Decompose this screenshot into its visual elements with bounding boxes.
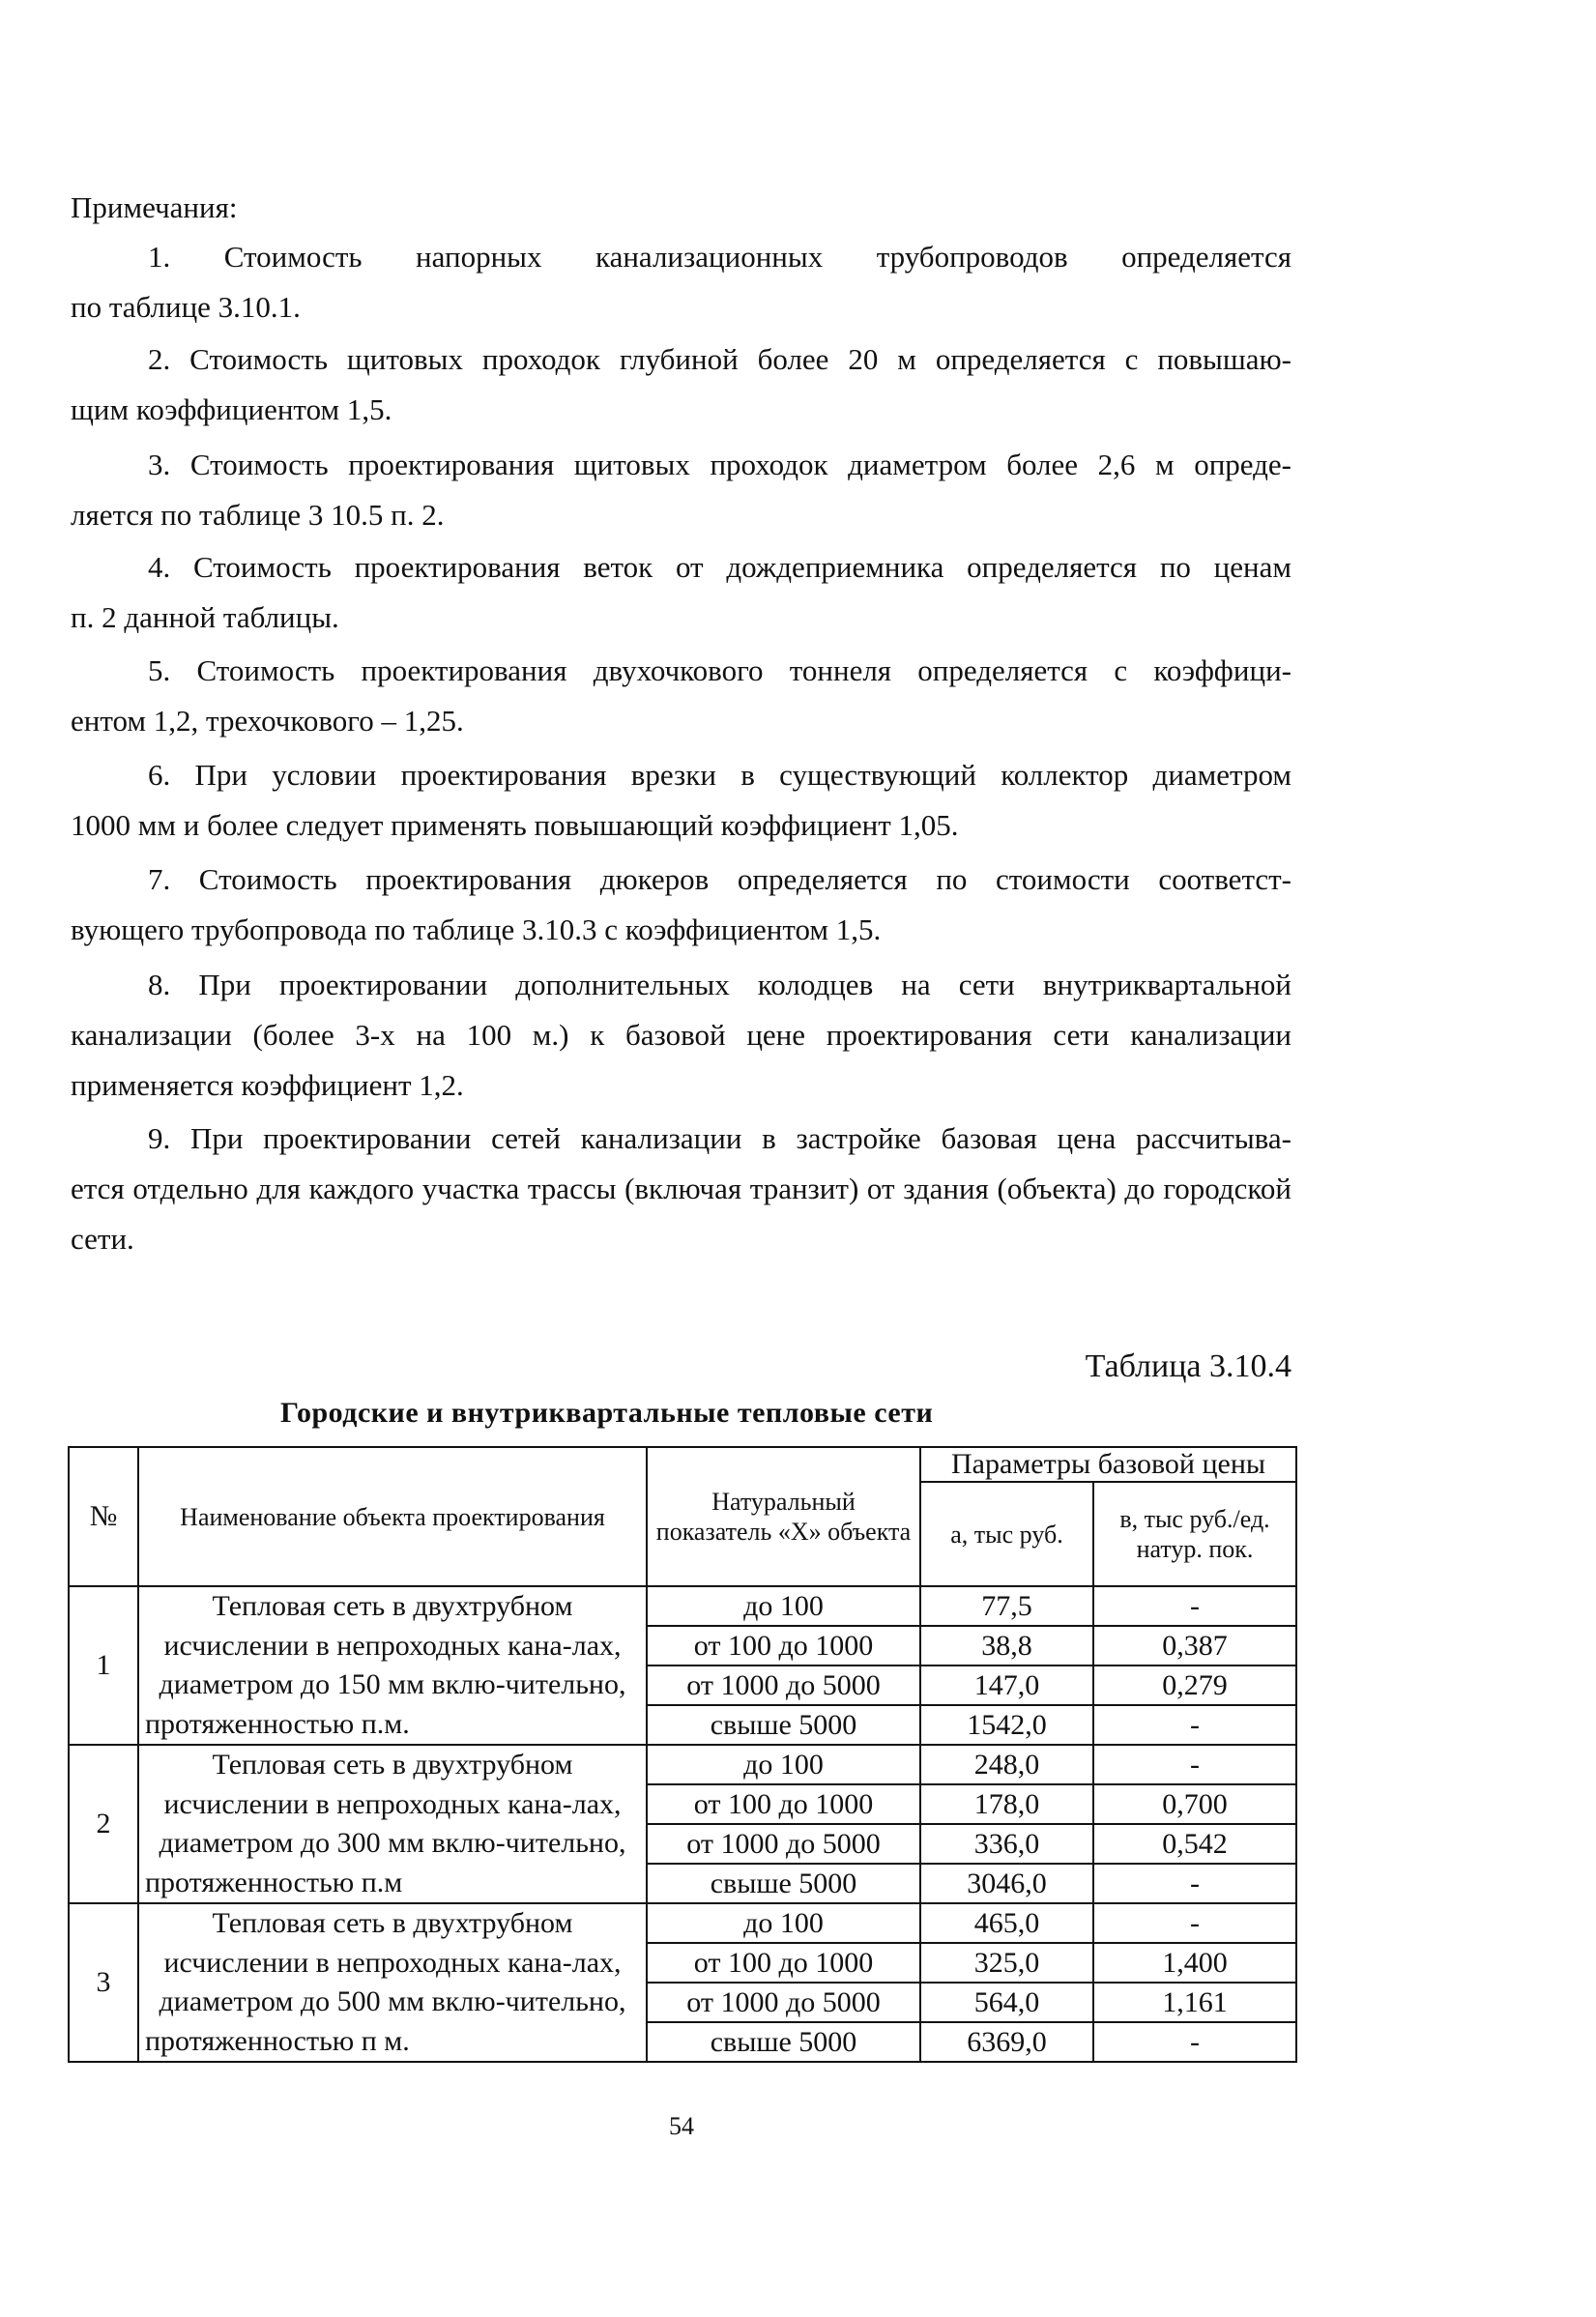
header-param-a: a, тыс руб. bbox=[920, 1482, 1093, 1586]
note-2 bbox=[71, 334, 1291, 435]
cell-a: 147,0 bbox=[920, 1665, 1093, 1705]
cell-range: свыше 5000 bbox=[647, 1864, 920, 1903]
cell-b: 0,387 bbox=[1093, 1626, 1296, 1665]
note-text-rest: ется отдельно для каждого участка трассы (включая транзит) от здания (объекта) до городской сети. bbox=[71, 1172, 1291, 1256]
table-caption: Таблица 3.10.4 bbox=[1085, 1348, 1291, 1384]
note-6 bbox=[71, 750, 1291, 851]
table-header-row bbox=[69, 1447, 1296, 1482]
cell-range: свыше 5000 bbox=[647, 2022, 920, 2062]
row-name: Тепловая сеть в двухтрубном исчислении в непроходных кана-лах, диаметром до 300 мм вклю-чительно, протяженностью п.м bbox=[138, 1745, 647, 1903]
note-text-rest: по таблице 3.10.1. bbox=[71, 290, 301, 324]
note-text-first-line: 9. При проектировании сетей канализации в застройке базовая цена рассчитыва- bbox=[148, 1121, 1291, 1155]
cell-range: от 100 до 1000 bbox=[647, 1626, 920, 1665]
note-text-first-line: 1. Стоимость напорных канализационных трубопроводов определяется bbox=[148, 240, 1291, 274]
table-title: Городские и внутриквартальные тепловые сети bbox=[280, 1397, 934, 1429]
cell-a: 248,0 bbox=[920, 1745, 1093, 1784]
cell-a: 325,0 bbox=[920, 1943, 1093, 1983]
cell-b: 0,700 bbox=[1093, 1784, 1296, 1824]
row-num: 1 bbox=[69, 1586, 138, 1745]
table-row bbox=[69, 1903, 1296, 1943]
note-text-first-line: 6. При условии проектирования врезки в существующий коллектор диаметром bbox=[148, 758, 1291, 792]
header-num: № bbox=[69, 1447, 138, 1586]
note-text-rest: канализации (более 3-х на 100 м.) к базовой цене проектирования сети канализации применяется коэффициент 1,2. bbox=[71, 1018, 1291, 1102]
note-3 bbox=[71, 440, 1291, 540]
note-8 bbox=[71, 960, 1291, 1111]
cell-range: свыше 5000 bbox=[647, 1705, 920, 1745]
note-text-rest: 1000 мм и более следует применять повышающий коэффициент 1,05. bbox=[71, 808, 959, 842]
cell-range: от 100 до 1000 bbox=[647, 1784, 920, 1824]
note-text-first-line: 2. Стоимость щитовых проходок глубиной более 20 м определяется с повышаю- bbox=[148, 342, 1291, 376]
cell-a: 564,0 bbox=[920, 1983, 1093, 2022]
cell-a: 1542,0 bbox=[920, 1705, 1093, 1745]
note-text-first-line: 8. При проектировании дополнительных колодцев на сети внутриквартальной bbox=[148, 968, 1291, 1001]
header-indicator: Натуральный показатель «Х» объекта bbox=[647, 1447, 920, 1586]
cell-b: - bbox=[1093, 1705, 1296, 1745]
cell-a: 3046,0 bbox=[920, 1864, 1093, 1903]
cell-a: 178,0 bbox=[920, 1784, 1093, 1824]
cell-a: 38,8 bbox=[920, 1626, 1093, 1665]
cell-b: - bbox=[1093, 1586, 1296, 1626]
cell-b: 1,400 bbox=[1093, 1943, 1296, 1983]
notes-heading: Примечания: bbox=[71, 190, 238, 224]
note-text-first-line: 3. Стоимость проектирования щитовых проходок диаметром более 2,6 м опреде- bbox=[148, 448, 1291, 481]
table-row bbox=[69, 1586, 1296, 1626]
cell-b: 0,279 bbox=[1093, 1665, 1296, 1705]
row-num: 2 bbox=[69, 1745, 138, 1903]
cell-a: 6369,0 bbox=[920, 2022, 1093, 2062]
header-param-b: в, тыс руб./ед. натур. пок. bbox=[1093, 1482, 1296, 1586]
note-text-rest: щим коэффициентом 1,5. bbox=[71, 392, 392, 426]
note-9 bbox=[71, 1114, 1291, 1264]
note-text-first-line: 7. Стоимость проектирования дюкеров определяется по стоимости соответст- bbox=[148, 862, 1291, 896]
row-name: Тепловая сеть в двухтрубном исчислении в непроходных кана-лах, диаметром до 150 мм вклю-чительно, протяженностью п.м. bbox=[138, 1586, 647, 1745]
note-text-rest: вующего трубопровода по таблице 3.10.3 с коэффициентом 1,5. bbox=[71, 912, 882, 946]
cell-a: 465,0 bbox=[920, 1903, 1093, 1943]
cell-b: - bbox=[1093, 1903, 1296, 1943]
page-number: 54 bbox=[669, 2112, 694, 2140]
note-5 bbox=[71, 646, 1291, 746]
table-row bbox=[69, 1745, 1296, 1784]
cell-a: 77,5 bbox=[920, 1586, 1093, 1626]
cell-b: - bbox=[1093, 2022, 1296, 2062]
price-table bbox=[68, 1446, 1297, 2063]
cell-range: до 100 bbox=[647, 1903, 920, 1943]
note-text-first-line: 4. Стоимость проектирования веток от дождеприемника определяется по ценам bbox=[148, 550, 1291, 584]
note-4 bbox=[71, 542, 1291, 643]
cell-a: 336,0 bbox=[920, 1824, 1093, 1864]
cell-b: - bbox=[1093, 1745, 1296, 1784]
header-params: Параметры базовой цены bbox=[920, 1447, 1296, 1482]
note-text-first-line: 5. Стоимость проектирования двухочкового тоннеля определяется с коэффици- bbox=[148, 653, 1291, 687]
cell-range: от 1000 до 5000 bbox=[647, 1665, 920, 1705]
note-text-rest: п. 2 данной таблицы. bbox=[71, 600, 339, 634]
cell-range: от 1000 до 5000 bbox=[647, 1824, 920, 1864]
row-num: 3 bbox=[69, 1903, 138, 2062]
cell-range: до 100 bbox=[647, 1745, 920, 1784]
header-name: Наименование объекта проектирования bbox=[138, 1447, 647, 1586]
cell-range: до 100 bbox=[647, 1586, 920, 1626]
note-7 bbox=[71, 854, 1291, 955]
cell-range: от 1000 до 5000 bbox=[647, 1983, 920, 2022]
cell-b: - bbox=[1093, 1864, 1296, 1903]
cell-b: 0,542 bbox=[1093, 1824, 1296, 1864]
note-1 bbox=[71, 232, 1291, 333]
note-text-rest: ляется по таблице 3 10.5 п. 2. bbox=[71, 498, 445, 532]
cell-range: от 100 до 1000 bbox=[647, 1943, 920, 1983]
row-name: Тепловая сеть в двухтрубном исчислении в непроходных кана-лах, диаметром до 500 мм вклю-чительно, протяженностью п м. bbox=[138, 1903, 647, 2062]
cell-b: 1,161 bbox=[1093, 1983, 1296, 2022]
note-text-rest: ентом 1,2, трехочкового – 1,25. bbox=[71, 704, 464, 738]
